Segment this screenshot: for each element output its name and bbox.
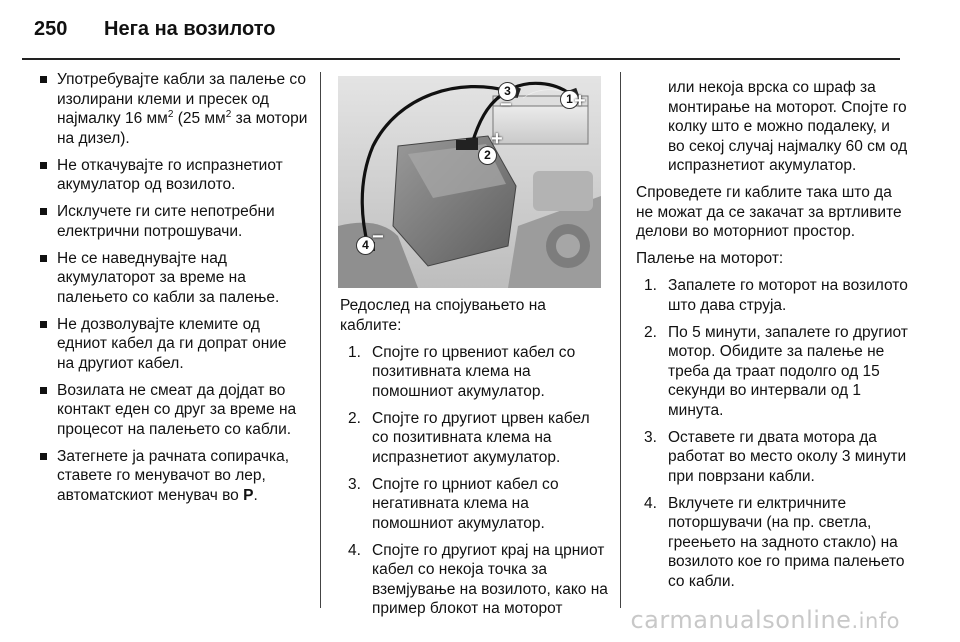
callout-2: 2	[478, 146, 497, 165]
list-item: Не се наведнувајте над акумулаторот за време на палењето со кабли за палење.	[38, 249, 308, 308]
bullet-icon	[40, 387, 47, 394]
callout-1: 1	[560, 90, 579, 109]
column-divider-1	[320, 72, 321, 608]
bullet-icon	[40, 255, 47, 262]
watermark: carmanualsonline.info	[630, 606, 900, 634]
list-item: 4. Вклучете ги елктричните поторшувачи (на пр. светла, греењето на задното стакло) на возилото кое го прима палењето со кабли.	[644, 494, 905, 590]
list-item: Затегнете ја рачната сопирачка, ставете го менувачот во лер, автоматскиот менувач во P.	[38, 447, 308, 506]
engine-bay-svg	[338, 76, 601, 288]
minus-sign-4: −	[372, 226, 384, 248]
column-1	[38, 70, 308, 513]
page-header	[34, 18, 275, 48]
list-item: 3. Спојте го црниот кабел со негативната клема на помошниот акумулатор.	[348, 475, 559, 532]
callout-4: 4	[356, 236, 375, 255]
step-4-continuation: или некоја врска со шраф за монтирање на моторот. Спојте го колку што е можно подалеку, и во секој случај најмалку 60 см од испразнетиот акумулатор.	[668, 79, 908, 174]
connection-steps	[340, 343, 610, 619]
callout-3: 3	[498, 82, 517, 101]
list-item: Исклучете ги сите непотребни електрични потрошувачи.	[38, 202, 308, 241]
column-3	[636, 78, 908, 599]
precautions-list	[38, 70, 308, 505]
list-item: Употребувајте кабли за палење со изолирани клеми и пресек од најмалку 16 $мм^2$ (25 $мм^2$ за мотори на дизел).	[38, 70, 308, 148]
jump-start-illustration	[338, 76, 601, 288]
list-item: 4. Спојте го другиот крај на црниот кабел со некоја точка за вземјување на возилото, како на пример блокот на моторот	[348, 541, 608, 617]
list-item: 3. Оставете ги двата мотора да работат во место околу 3 минути при поврзани кабли.	[644, 428, 907, 485]
page-number: 250	[34, 18, 68, 40]
header-divider	[22, 58, 900, 60]
bullet-icon	[40, 162, 47, 169]
cable-routing-paragraph: Спроведете ги каблите така што да не можат да се закачат за вртливите делови во моторниот простор.	[636, 184, 902, 240]
list-item: Возилата не смеат да дојдат во контакт еден со друг за време на процесот на палењето со кабли.	[38, 381, 308, 440]
list-item: Не дозволувајте клемите од едниот кабел да ги допрат оние на другиот кабел.	[38, 315, 308, 374]
plus-sign-2: +	[491, 128, 503, 150]
list-item: 1. Запалете го моторот на возилото што дава струја.	[644, 277, 908, 314]
bullet-icon	[40, 321, 47, 328]
plus-sign-1: +	[574, 90, 586, 112]
list-item: 2. По 5 минути, запалете го другиот мотор. Обидите за палење не треба да траат подолго од 15 секунди во интервали од 1 минута.	[644, 323, 908, 419]
column-divider-2	[620, 72, 621, 608]
bullet-icon	[40, 76, 47, 83]
connection-order-intro: Редослед на спојувањето на каблите:	[340, 297, 546, 334]
engine-start-heading: Палење на моторот:	[636, 250, 784, 267]
minus-sign-3: −	[500, 94, 512, 116]
engine-start-steps	[636, 276, 908, 591]
column-2	[340, 296, 610, 626]
page-title: Нега на возилото	[104, 18, 276, 40]
list-item: Не откачувајте го испразнетиот акумулатор од возилото.	[38, 156, 308, 195]
list-item: 2. Спојте го другиот црвен кабел со позитивната клема на испразнетиот акумулатор.	[348, 409, 590, 466]
list-item: 1. Спојте го црвениот кабел со позитивната клема на помошниот акумулатор.	[348, 343, 576, 400]
bullet-icon	[40, 453, 47, 460]
bullet-icon	[40, 208, 47, 215]
